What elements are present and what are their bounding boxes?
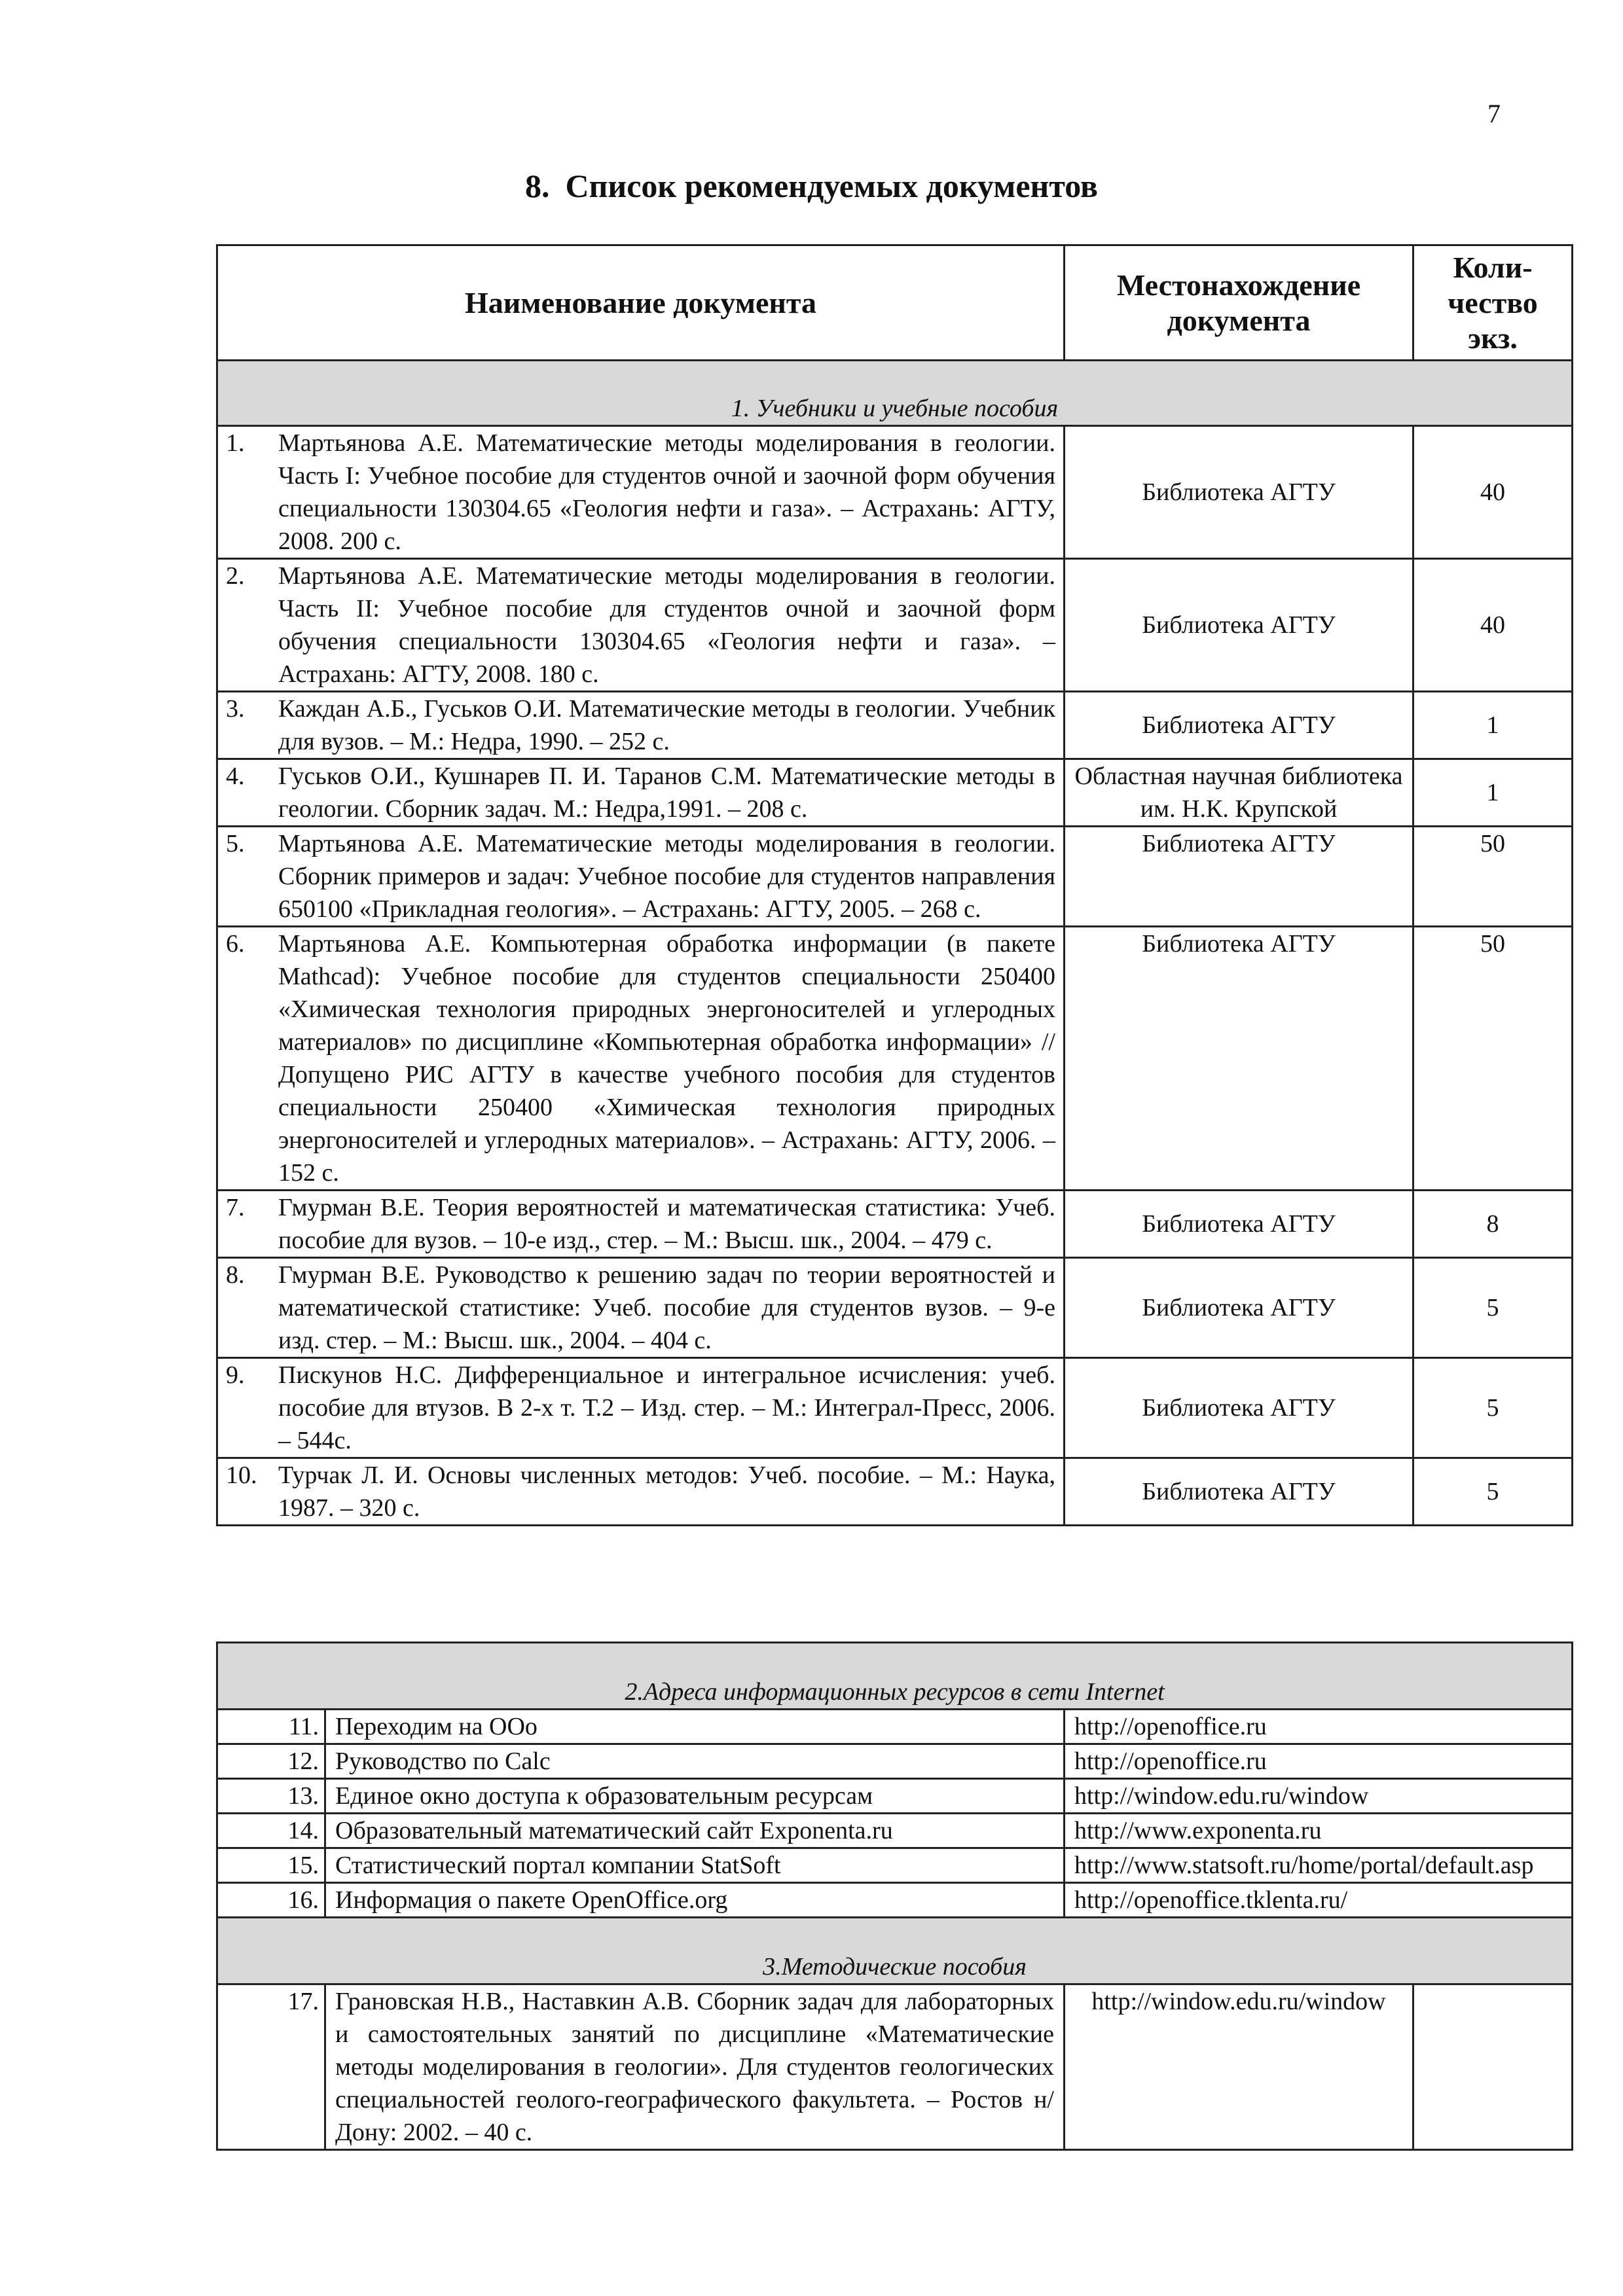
count-cell: 40 — [1413, 559, 1573, 692]
row-number: 1. — [226, 429, 245, 457]
count-cell — [1413, 1984, 1573, 2150]
row-number: 5. — [226, 830, 245, 857]
documents-table — [216, 244, 1573, 1526]
row-number: 2. — [226, 562, 245, 590]
count-cell: 50 — [1413, 927, 1573, 1191]
table-row — [217, 1984, 1573, 2150]
location-cell: Библиотека АГТУ — [1065, 827, 1413, 927]
resource-url: http://www.exponenta.ru — [1065, 1814, 1573, 1848]
document-description: Турчак Л. И. Основы численных методов: Учеб. пособие. – М.: Наука, 1987. – 320 с. — [278, 1462, 1055, 1522]
resource-name: Информация о пакете OpenOffice.org — [325, 1883, 1065, 1918]
row-number: 10. — [226, 1462, 257, 1489]
location-cell: Библиотека АГТУ — [1065, 1191, 1413, 1258]
resource-url: http://openoffice.ru — [1065, 1710, 1573, 1744]
row-number: 16. — [217, 1883, 325, 1918]
resources-table — [216, 1641, 1573, 2151]
count-cell: 50 — [1413, 827, 1573, 927]
header-location: Местонахождение документа — [1065, 245, 1413, 361]
resource-url: http://window.edu.ru/window — [1065, 1779, 1573, 1814]
page-number: 7 — [1487, 99, 1501, 128]
document-cell — [217, 692, 1065, 759]
document-description: Гмурман В.Е. Руководство к решению задач по теории вероятностей и математической статистике: Учеб. пособие для студентов вузов. – 9-е изд. стер. – М.: Высш. шк., 2004. – 404 с. — [278, 1261, 1055, 1354]
document-description: Мартьянова А.Е. Математические методы моделирования в геологии. Часть I: Учебное пособие для студентов очной и заочной форм обучения специальности 130304.65 «Геология нефти и газа». – Астрахань: АГТУ, 2008. 200 с. — [278, 429, 1055, 555]
table-row — [217, 1848, 1573, 1883]
document-cell — [217, 1258, 1065, 1358]
row-number: 6. — [226, 930, 245, 958]
document-cell — [217, 927, 1065, 1191]
document-cell — [217, 559, 1065, 692]
table-row — [217, 1710, 1573, 1744]
resource-name: Грановская Н.В., Наставкин А.В. Сборник задач для лабораторных и самостоятельных занятий по дисциплине «Математические методы моделирования в геологии». Для студентов геологических специальностей геолого-географического факультета. – Ростов н/Дону: 2002. – 40 с. — [325, 1984, 1065, 2150]
table-row — [217, 1358, 1573, 1458]
row-number: 3. — [226, 695, 245, 723]
document-description: Гуськов О.И., Кушнарев П. И. Таранов С.М. Математические методы в геологии. Сборник задач. М.: Недра,1991. – 208 с. — [278, 762, 1055, 823]
row-number: 9. — [226, 1361, 245, 1389]
table-row — [217, 927, 1573, 1191]
location-cell: Областная научная библиотека им. Н.К. Крупской — [1065, 759, 1413, 827]
document-cell — [217, 1191, 1065, 1258]
table-row — [217, 559, 1573, 692]
location-cell: Библиотека АГТУ — [1065, 692, 1413, 759]
row-number: 17. — [217, 1984, 325, 2150]
resource-name: Статистический портал компании StatSoft — [325, 1848, 1065, 1883]
resource-url: http://openoffice.tklenta.ru/ — [1065, 1883, 1573, 1918]
count-cell: 40 — [1413, 426, 1573, 559]
resource-name: Образовательный математический сайт Exponenta.ru — [325, 1814, 1065, 1848]
table-row — [217, 827, 1573, 927]
count-cell: 8 — [1413, 1191, 1573, 1258]
table-row — [217, 1779, 1573, 1814]
document-description: Каждан А.Б., Гуськов О.И. Математические методы в геологии. Учебник для вузов. – М.: Недра, 1990. – 252 с. — [278, 695, 1055, 755]
table-row — [217, 1883, 1573, 1918]
document-cell — [217, 827, 1065, 927]
section-header-textbooks: 1. Учебники и учебные пособия — [217, 361, 1573, 426]
location-cell: Библиотека АГТУ — [1065, 1258, 1413, 1358]
location-cell: Библиотека АГТУ — [1065, 1358, 1413, 1458]
row-number: 4. — [226, 762, 245, 790]
table-row — [217, 1458, 1573, 1526]
section-number: 8. — [525, 168, 550, 204]
location-cell: Библиотека АГТУ — [1065, 426, 1413, 559]
header-document-name: Наименование документа — [217, 245, 1065, 361]
count-cell: 5 — [1413, 1458, 1573, 1526]
resource-name: Переходим на OOo — [325, 1710, 1065, 1744]
table-row — [217, 1744, 1573, 1779]
header-count: Коли-чество экз. — [1413, 245, 1573, 361]
count-cell: 1 — [1413, 692, 1573, 759]
table-row — [217, 426, 1573, 559]
row-number: 13. — [217, 1779, 325, 1814]
document-description: Гмурман В.Е. Теория вероятностей и математическая статистика: Учеб. пособие для вузов. – 10-е изд., стер. – М.: Высш. шк., 2004. – 479 с. — [278, 1194, 1055, 1254]
resource-url: http://window.edu.ru/window — [1065, 1984, 1413, 2150]
document-cell — [217, 759, 1065, 827]
resource-name: Руководство по Calc — [325, 1744, 1065, 1779]
section-header-methodical: 3.Методические пособия — [217, 1918, 1573, 1984]
table-row — [217, 1258, 1573, 1358]
document-cell — [217, 1358, 1065, 1458]
table-row — [217, 1814, 1573, 1848]
document-cell — [217, 1458, 1065, 1526]
resource-name: Единое окно доступа к образовательным ресурсам — [325, 1779, 1065, 1814]
page-title — [0, 167, 1623, 205]
location-cell: Библиотека АГТУ — [1065, 927, 1413, 1191]
table-row — [217, 1191, 1573, 1258]
resource-url: http://openoffice.ru — [1065, 1744, 1573, 1779]
row-number: 15. — [217, 1848, 325, 1883]
row-number: 7. — [226, 1194, 245, 1221]
row-number: 14. — [217, 1814, 325, 1848]
count-cell: 5 — [1413, 1258, 1573, 1358]
document-description: Мартьянова А.Е. Компьютерная обработка информации (в пакете Mathcad): Учебное пособие для студентов специальности 250400 «Химическая технология природных энергоносителей и углеродных материалов» по дисциплине «Компьютерная обработка информации» // Допущено РИС АГТУ в качестве учебного пособия для студентов специальности 250400 «Химическая технология природных энергоносителей и углеродных материалов». – Астрахань: АГТУ, 2006. – 152 с. — [278, 930, 1055, 1187]
document-description: Мартьянова А.Е. Математические методы моделирования в геологии. Часть II: Учебное пособие для студентов очной и заочной форм обучения специальности 130304.65 «Геология нефти и газа». – Астрахань: АГТУ, 2008. 180 с. — [278, 562, 1055, 688]
document-description: Мартьянова А.Е. Математические методы моделирования в геологии. Сборник примеров и задач: Учебное пособие для студентов направления 650100 «Прикладная геология». – Астрахань: АГТУ, 2005. – 268 с. — [278, 830, 1055, 923]
count-cell: 1 — [1413, 759, 1573, 827]
document-description: Пискунов Н.С. Дифференциальное и интегральное исчисления: учеб. пособие для втузов. В 2-х т. Т.2 – Изд. стер. – М.: Интеграл-Пресс, 2006. – 544с. — [278, 1361, 1055, 1454]
row-number: 11. — [217, 1710, 325, 1744]
section-header-internet: 2.Адреса информационных ресурсов в сети Internet — [217, 1643, 1573, 1710]
resource-url: http://www.statsoft.ru/home/portal/default.asp — [1065, 1848, 1573, 1883]
row-number: 12. — [217, 1744, 325, 1779]
section-title: Список рекомендуемых документов — [565, 168, 1098, 204]
row-number: 8. — [226, 1261, 245, 1289]
table-row — [217, 692, 1573, 759]
count-cell: 5 — [1413, 1358, 1573, 1458]
location-cell: Библиотека АГТУ — [1065, 559, 1413, 692]
document-cell — [217, 426, 1065, 559]
table-row — [217, 759, 1573, 827]
location-cell: Библиотека АГТУ — [1065, 1458, 1413, 1526]
